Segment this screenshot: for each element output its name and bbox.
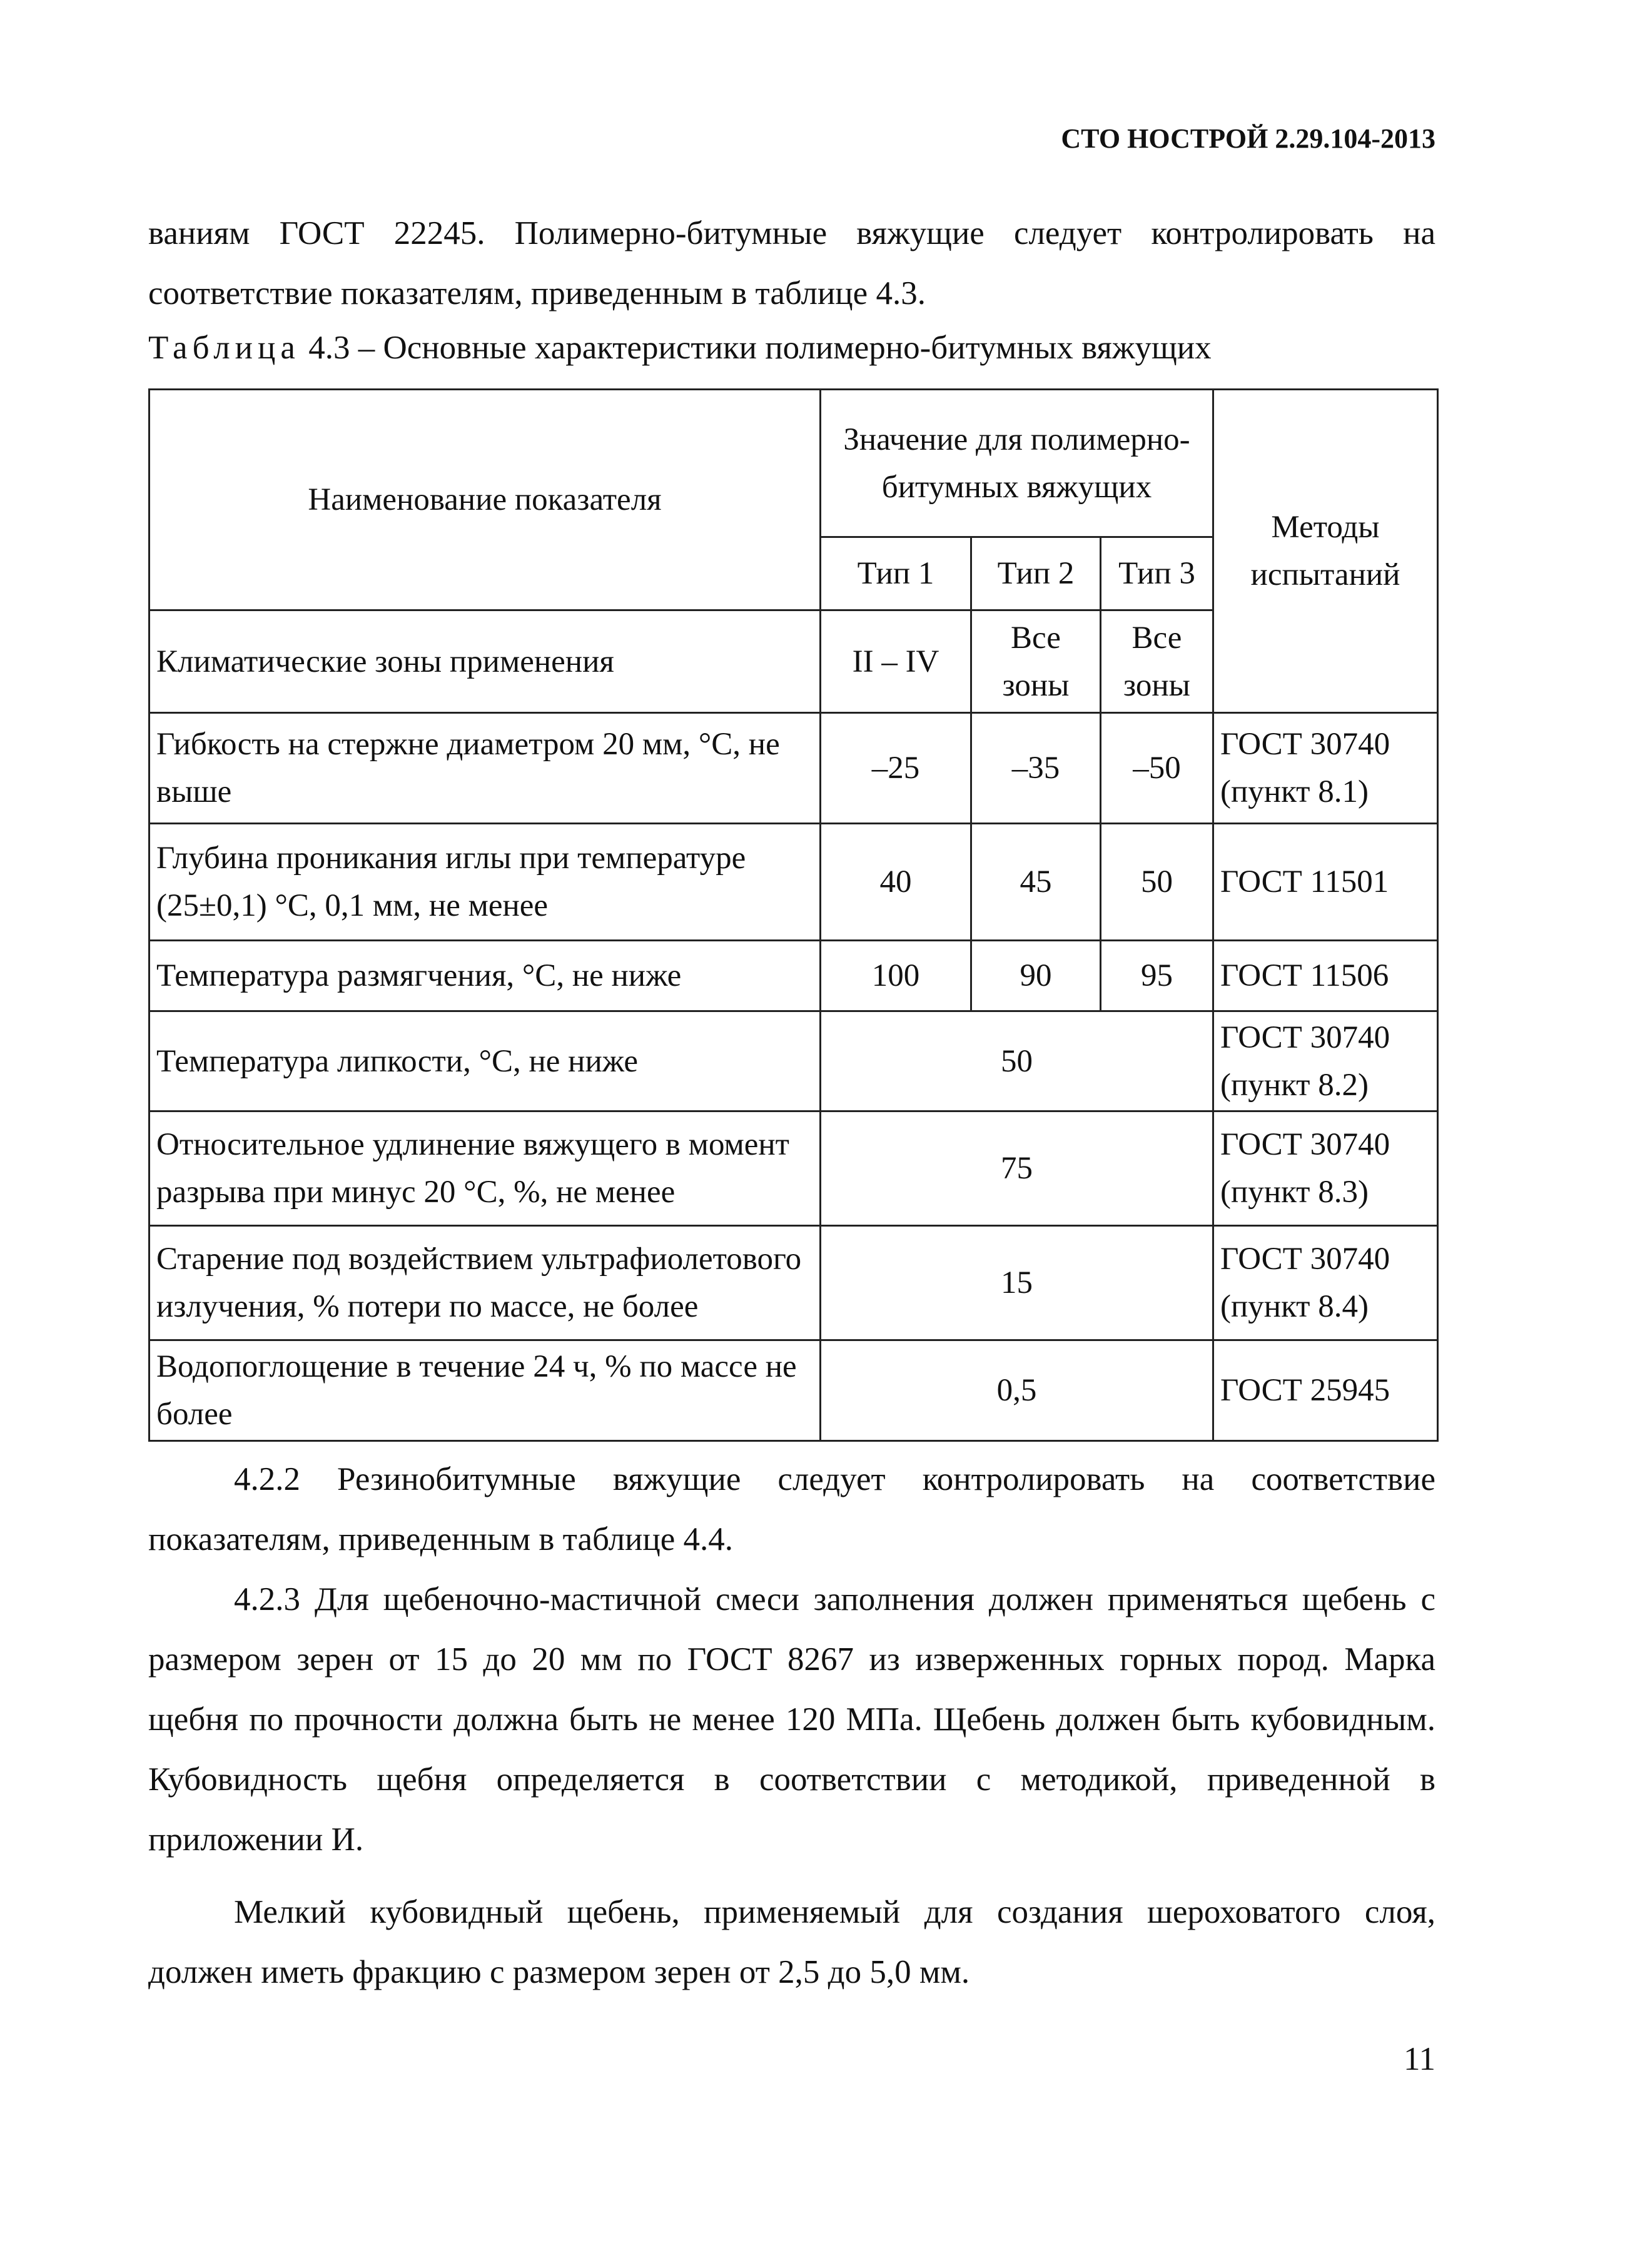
table-header-row-1 xyxy=(149,390,1438,537)
document-code-header: СТО НОСТРОЙ 2.29.104-2013 xyxy=(1061,123,1435,154)
intro-paragraph: ваниям ГОСТ 22245. Полимерно-битумные вяжущие следует контролировать на соответствие показателям, приведенным в таблице 4.3. xyxy=(148,215,1435,311)
row-name: Температура размягчения, °С, не ниже xyxy=(149,941,821,1011)
row-common-value: 0,5 xyxy=(821,1340,1213,1441)
header-type2: Тип 2 xyxy=(971,537,1101,610)
row-common-value: 50 xyxy=(821,1011,1213,1111)
characteristics-table xyxy=(148,388,1439,1442)
row-type3-value: Все зоны xyxy=(1101,610,1213,713)
body-text xyxy=(148,1449,1435,2002)
row-method: ГОСТ 30740 (пункт 8.3) xyxy=(1213,1111,1438,1226)
table-row xyxy=(149,824,1438,941)
row-type1-value: –25 xyxy=(821,713,971,824)
table-caption-text: 4.3 – Основные характеристики полимерно-битумных вяжущих xyxy=(300,330,1212,366)
table-row xyxy=(149,1111,1438,1226)
header-type3: Тип 3 xyxy=(1101,537,1213,610)
row-type2-value: Все зоны xyxy=(971,610,1101,713)
table-row xyxy=(149,713,1438,824)
row-common-value: 15 xyxy=(821,1226,1213,1340)
paragraph-fine-crushed-stone: Мелкий кубовидный щебень, применяемый для создания шероховатого слоя, должен иметь фракцию с размером зерен от 2,5 до 5,0 мм. xyxy=(148,1894,1435,1990)
row-type2-value: –35 xyxy=(971,713,1101,824)
row-type1-value: II – IV xyxy=(821,610,971,713)
row-type2-value: 45 xyxy=(971,824,1101,941)
header-values-group: Значение для полимерно-битумных вяжущих xyxy=(821,390,1213,537)
row-common-value: 75 xyxy=(821,1111,1213,1226)
row-type3-value: –50 xyxy=(1101,713,1213,824)
header-type1: Тип 1 xyxy=(821,537,971,610)
row-type1-value: 100 xyxy=(821,941,971,1011)
row-type1-value: 40 xyxy=(821,824,971,941)
table-row xyxy=(149,941,1438,1011)
table-row xyxy=(149,1011,1438,1111)
row-name: Старение под воздействием ультрафиолетового излучения, % потери по массе, не более xyxy=(149,1226,821,1340)
row-method: ГОСТ 30740 (пункт 8.2) xyxy=(1213,1011,1438,1111)
paragraph-4-2-3: 4.2.3 Для щебеночно-мастичной смеси заполнения должен применяться щебень с размером зерен от 15 до 20 мм по ГОСТ 8267 из изверженных горных пород. Марка щебня по прочности должна быть не менее 120 МПа. Щебень должен быть кубовидным. Кубовидность щебня определяется в соответствии с методикой, приведенной в приложении И. xyxy=(148,1581,1435,1858)
row-name: Водопоглощение в течение 24 ч, % по массе не более xyxy=(149,1340,821,1441)
row-type3-value: 50 xyxy=(1101,824,1213,941)
row-type2-value: 90 xyxy=(971,941,1101,1011)
page-number: 11 xyxy=(1403,2041,1435,2077)
table-row xyxy=(149,1340,1438,1441)
row-type3-value: 95 xyxy=(1101,941,1213,1011)
header-name: Наименование показателя xyxy=(149,390,821,610)
row-name: Глубина проникания иглы при температуре (25±0,1) °С, 0,1 мм, не менее xyxy=(149,824,821,941)
table-caption xyxy=(148,329,1212,367)
row-name: Климатические зоны применения xyxy=(149,610,821,713)
row-method: ГОСТ 11506 xyxy=(1213,941,1438,1011)
header-methods: Методы испытаний xyxy=(1213,390,1438,713)
table-caption-label: Таблица xyxy=(148,330,300,366)
row-name: Относительное удлинение вяжущего в момент разрыва при минус 20 °С, %, не менее xyxy=(149,1111,821,1226)
row-method: ГОСТ 30740 (пункт 8.1) xyxy=(1213,713,1438,824)
paragraph-4-2-2: 4.2.2 Резинобитумные вяжущие следует контролировать на соответствие показателям, приведенным в таблице 4.4. xyxy=(148,1461,1435,1557)
table-row xyxy=(149,1226,1438,1340)
row-method: ГОСТ 25945 xyxy=(1213,1340,1438,1441)
row-method: ГОСТ 30740 (пункт 8.4) xyxy=(1213,1226,1438,1340)
row-name: Гибкость на стержне диаметром 20 мм, °С, не выше xyxy=(149,713,821,824)
row-name: Температура липкости, °С, не ниже xyxy=(149,1011,821,1111)
row-method: ГОСТ 11501 xyxy=(1213,824,1438,941)
